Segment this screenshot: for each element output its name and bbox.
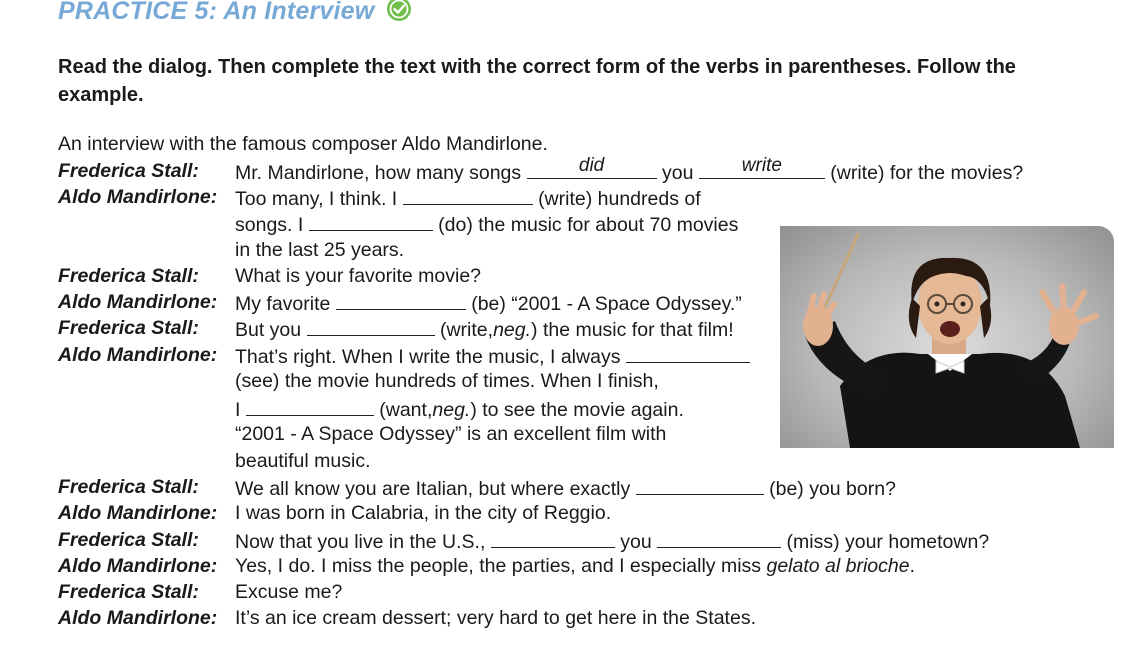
- line-text: (be) “2001 - A Space Odyssey.”: [471, 293, 742, 315]
- answer-blank[interactable]: [527, 155, 657, 179]
- dialog-line: I was born in Calabria, in the city of Reggio.: [235, 502, 612, 524]
- line-text: Mr. Mandirlone, how many songs: [235, 162, 522, 184]
- dialog-line: [235, 317, 734, 342]
- dialog-line: [235, 397, 684, 422]
- speaker-label: Frederica Stall:: [58, 476, 199, 498]
- answer-blank[interactable]: [657, 529, 781, 548]
- intro-text: An interview with the famous composer Aldo Mandirlone.: [58, 133, 548, 155]
- dialog-line: What is your favorite movie?: [235, 265, 482, 287]
- check-circle-icon: [386, 0, 412, 22]
- line-text: I: [235, 399, 241, 421]
- line-text: But you: [235, 319, 302, 341]
- line-text: (write) for the movies?: [830, 162, 1024, 184]
- speaker-label: Frederica Stall:: [58, 160, 199, 182]
- line-text: ) to see the movie again.: [470, 399, 684, 421]
- dialog-line: “2001 - A Space Odyssey” is an excellent film with: [235, 423, 667, 445]
- practice-title-text: PRACTICE 5: An Interview: [58, 0, 375, 25]
- instructions: Read the dialog. Then complete the text with the correct form of the verbs in parentheses. Follow the example.: [58, 56, 1016, 106]
- line-text: songs. I: [235, 214, 304, 236]
- speaker-label: Frederica Stall:: [58, 317, 199, 339]
- line-text: you: [661, 162, 694, 184]
- speaker-label: Aldo Mandirlone:: [58, 607, 218, 629]
- answer-blank[interactable]: [309, 212, 433, 231]
- speaker-label: Frederica Stall:: [58, 581, 199, 603]
- dialog-line: Excuse me?: [235, 581, 343, 603]
- dialog-line: [235, 291, 742, 316]
- example-answer: write: [741, 155, 782, 176]
- conductor-illustration: [780, 226, 1114, 448]
- answer-blank[interactable]: [246, 397, 374, 416]
- speaker-label: Aldo Mandirlone:: [58, 555, 218, 577]
- answer-blank[interactable]: [636, 476, 764, 495]
- speaker-label: Frederica Stall:: [58, 265, 199, 287]
- dialog-line: [235, 344, 750, 369]
- line-text: My favorite: [235, 293, 331, 315]
- line-text: (miss) your hometown?: [786, 531, 990, 553]
- line-text: (do) the music for about 70 movies: [438, 214, 739, 236]
- dialog-line: [235, 212, 738, 237]
- speaker-label: Aldo Mandirlone:: [58, 344, 218, 366]
- answer-blank[interactable]: [699, 155, 825, 179]
- dialog-line: [235, 529, 989, 554]
- example-answer: did: [578, 155, 605, 176]
- neg-label: neg.: [432, 399, 471, 421]
- line-text: .: [909, 555, 916, 577]
- line-text: Yes, I do. I miss the people, the parties, and I especially miss: [235, 555, 762, 577]
- italic-phrase: gelato al brioche: [766, 555, 910, 577]
- answer-blank[interactable]: [626, 344, 750, 363]
- answer-blank[interactable]: [403, 186, 533, 205]
- dialog-line: beautiful music.: [235, 450, 371, 472]
- speaker-label: Frederica Stall:: [58, 529, 199, 551]
- line-text: (be) you born?: [769, 478, 896, 500]
- answer-blank[interactable]: [336, 291, 466, 310]
- line-text: you: [620, 531, 652, 553]
- speaker-label: Aldo Mandirlone:: [58, 186, 218, 208]
- practice-title: [58, 0, 412, 26]
- dialog-line: [235, 186, 701, 211]
- line-text: ) the music for that film!: [531, 319, 734, 341]
- line-text: Too many, I think. I: [235, 188, 398, 210]
- dialog-line: [235, 476, 896, 501]
- speaker-label: Aldo Mandirlone:: [58, 291, 218, 313]
- dialog-line: [235, 155, 1024, 185]
- line-text: (want,: [379, 399, 433, 421]
- speaker-label: Aldo Mandirlone:: [58, 502, 218, 524]
- line-text: (write,: [439, 319, 494, 341]
- line-text: We all know you are Italian, but where exactly: [235, 478, 631, 500]
- dialog-line: (see) the movie hundreds of times. When I finish,: [235, 370, 659, 392]
- dialog-line: in the last 25 years.: [235, 239, 405, 261]
- answer-blank[interactable]: [491, 529, 615, 548]
- answer-blank[interactable]: [307, 317, 435, 336]
- dialog-line: [235, 555, 915, 578]
- dialog-line: It’s an ice cream dessert; very hard to get here in the States.: [235, 607, 756, 629]
- line-text: Now that you live in the U.S.,: [235, 531, 486, 553]
- neg-label: neg.: [493, 319, 532, 341]
- line-text: (write) hundreds of: [538, 188, 701, 210]
- line-text: That’s right. When I write the music, I always: [235, 346, 621, 368]
- conductor-photo: [780, 226, 1114, 448]
